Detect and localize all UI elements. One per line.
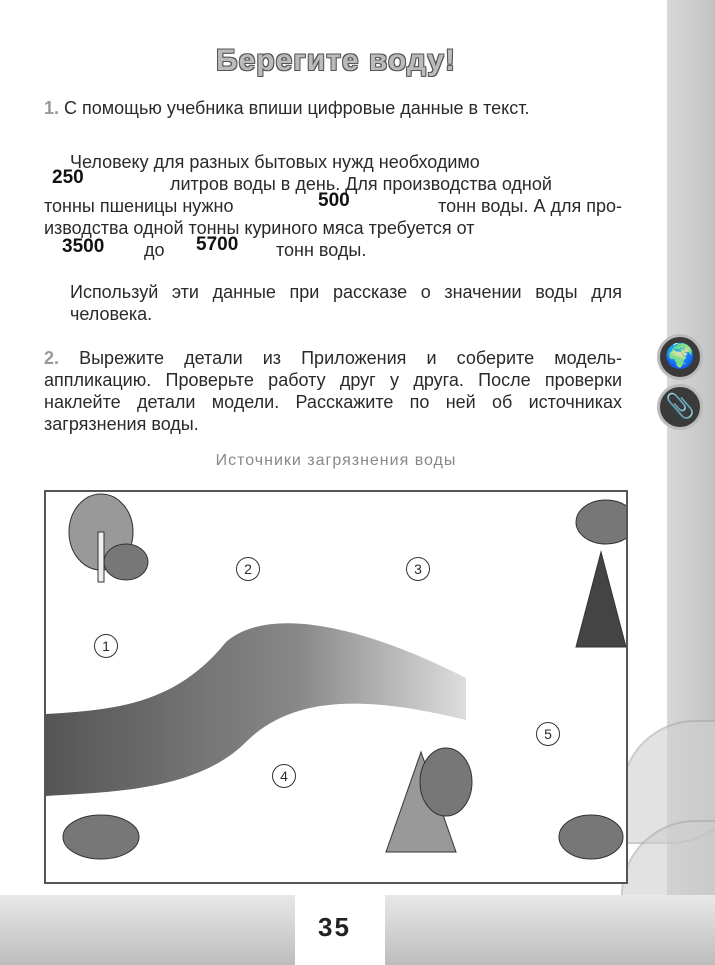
task1-line1: Человеку для разных бытовых нужд необходимо	[70, 152, 480, 172]
task1-line5b: тонн воды.	[276, 240, 367, 260]
figure-caption: Источники загрязнения воды	[215, 452, 457, 469]
marker-5: 5	[536, 722, 560, 746]
marker-4: 4	[272, 764, 296, 788]
answer-liters[interactable]: 250	[52, 167, 84, 188]
answer-meat-from[interactable]: 3500	[62, 236, 105, 257]
globe-icon: 🌍	[657, 334, 703, 380]
task1-followup: Используй эти данные при рассказе о значении воды для человека.	[70, 282, 622, 324]
marker-3: 3	[406, 557, 430, 581]
task1-instruction-text: С помощью учебника впиши цифровые данные в текст.	[64, 98, 530, 118]
figure-drawing	[46, 492, 626, 882]
task2-paragraph	[44, 347, 622, 435]
page-number: 35	[318, 912, 351, 942]
paperclip-icon: 📎	[657, 384, 703, 430]
pollution-model-figure	[44, 490, 628, 884]
task1-line5a: до	[144, 240, 165, 260]
marker-1: 1	[94, 634, 118, 658]
page-title: Берегите воду!	[216, 44, 456, 77]
answer-wheat[interactable]: 500	[318, 190, 350, 211]
task1-instruction	[44, 97, 622, 119]
task1-line2: литров воды в день. Для производства одной	[170, 174, 552, 194]
task1-line3b: тонн воды. А для про-	[438, 196, 622, 216]
task1-number: 1.	[44, 98, 60, 118]
task1-line4: изводства одной тонны куриного мяса требуется от	[44, 218, 475, 238]
answer-meat-to[interactable]: 5700	[196, 234, 239, 255]
task2-number: 2.	[44, 348, 60, 368]
task2-text: Вырежите детали из Приложения и соберите модель-аппликацию. Проверьте работу друг у друга. После проверки наклейте детали модели. Расскажите по ней об источниках загрязнения воды.	[44, 348, 622, 434]
side-decoration	[667, 0, 715, 965]
task1-line3: тонны пшеницы нужно	[44, 196, 234, 216]
marker-2: 2	[236, 557, 260, 581]
